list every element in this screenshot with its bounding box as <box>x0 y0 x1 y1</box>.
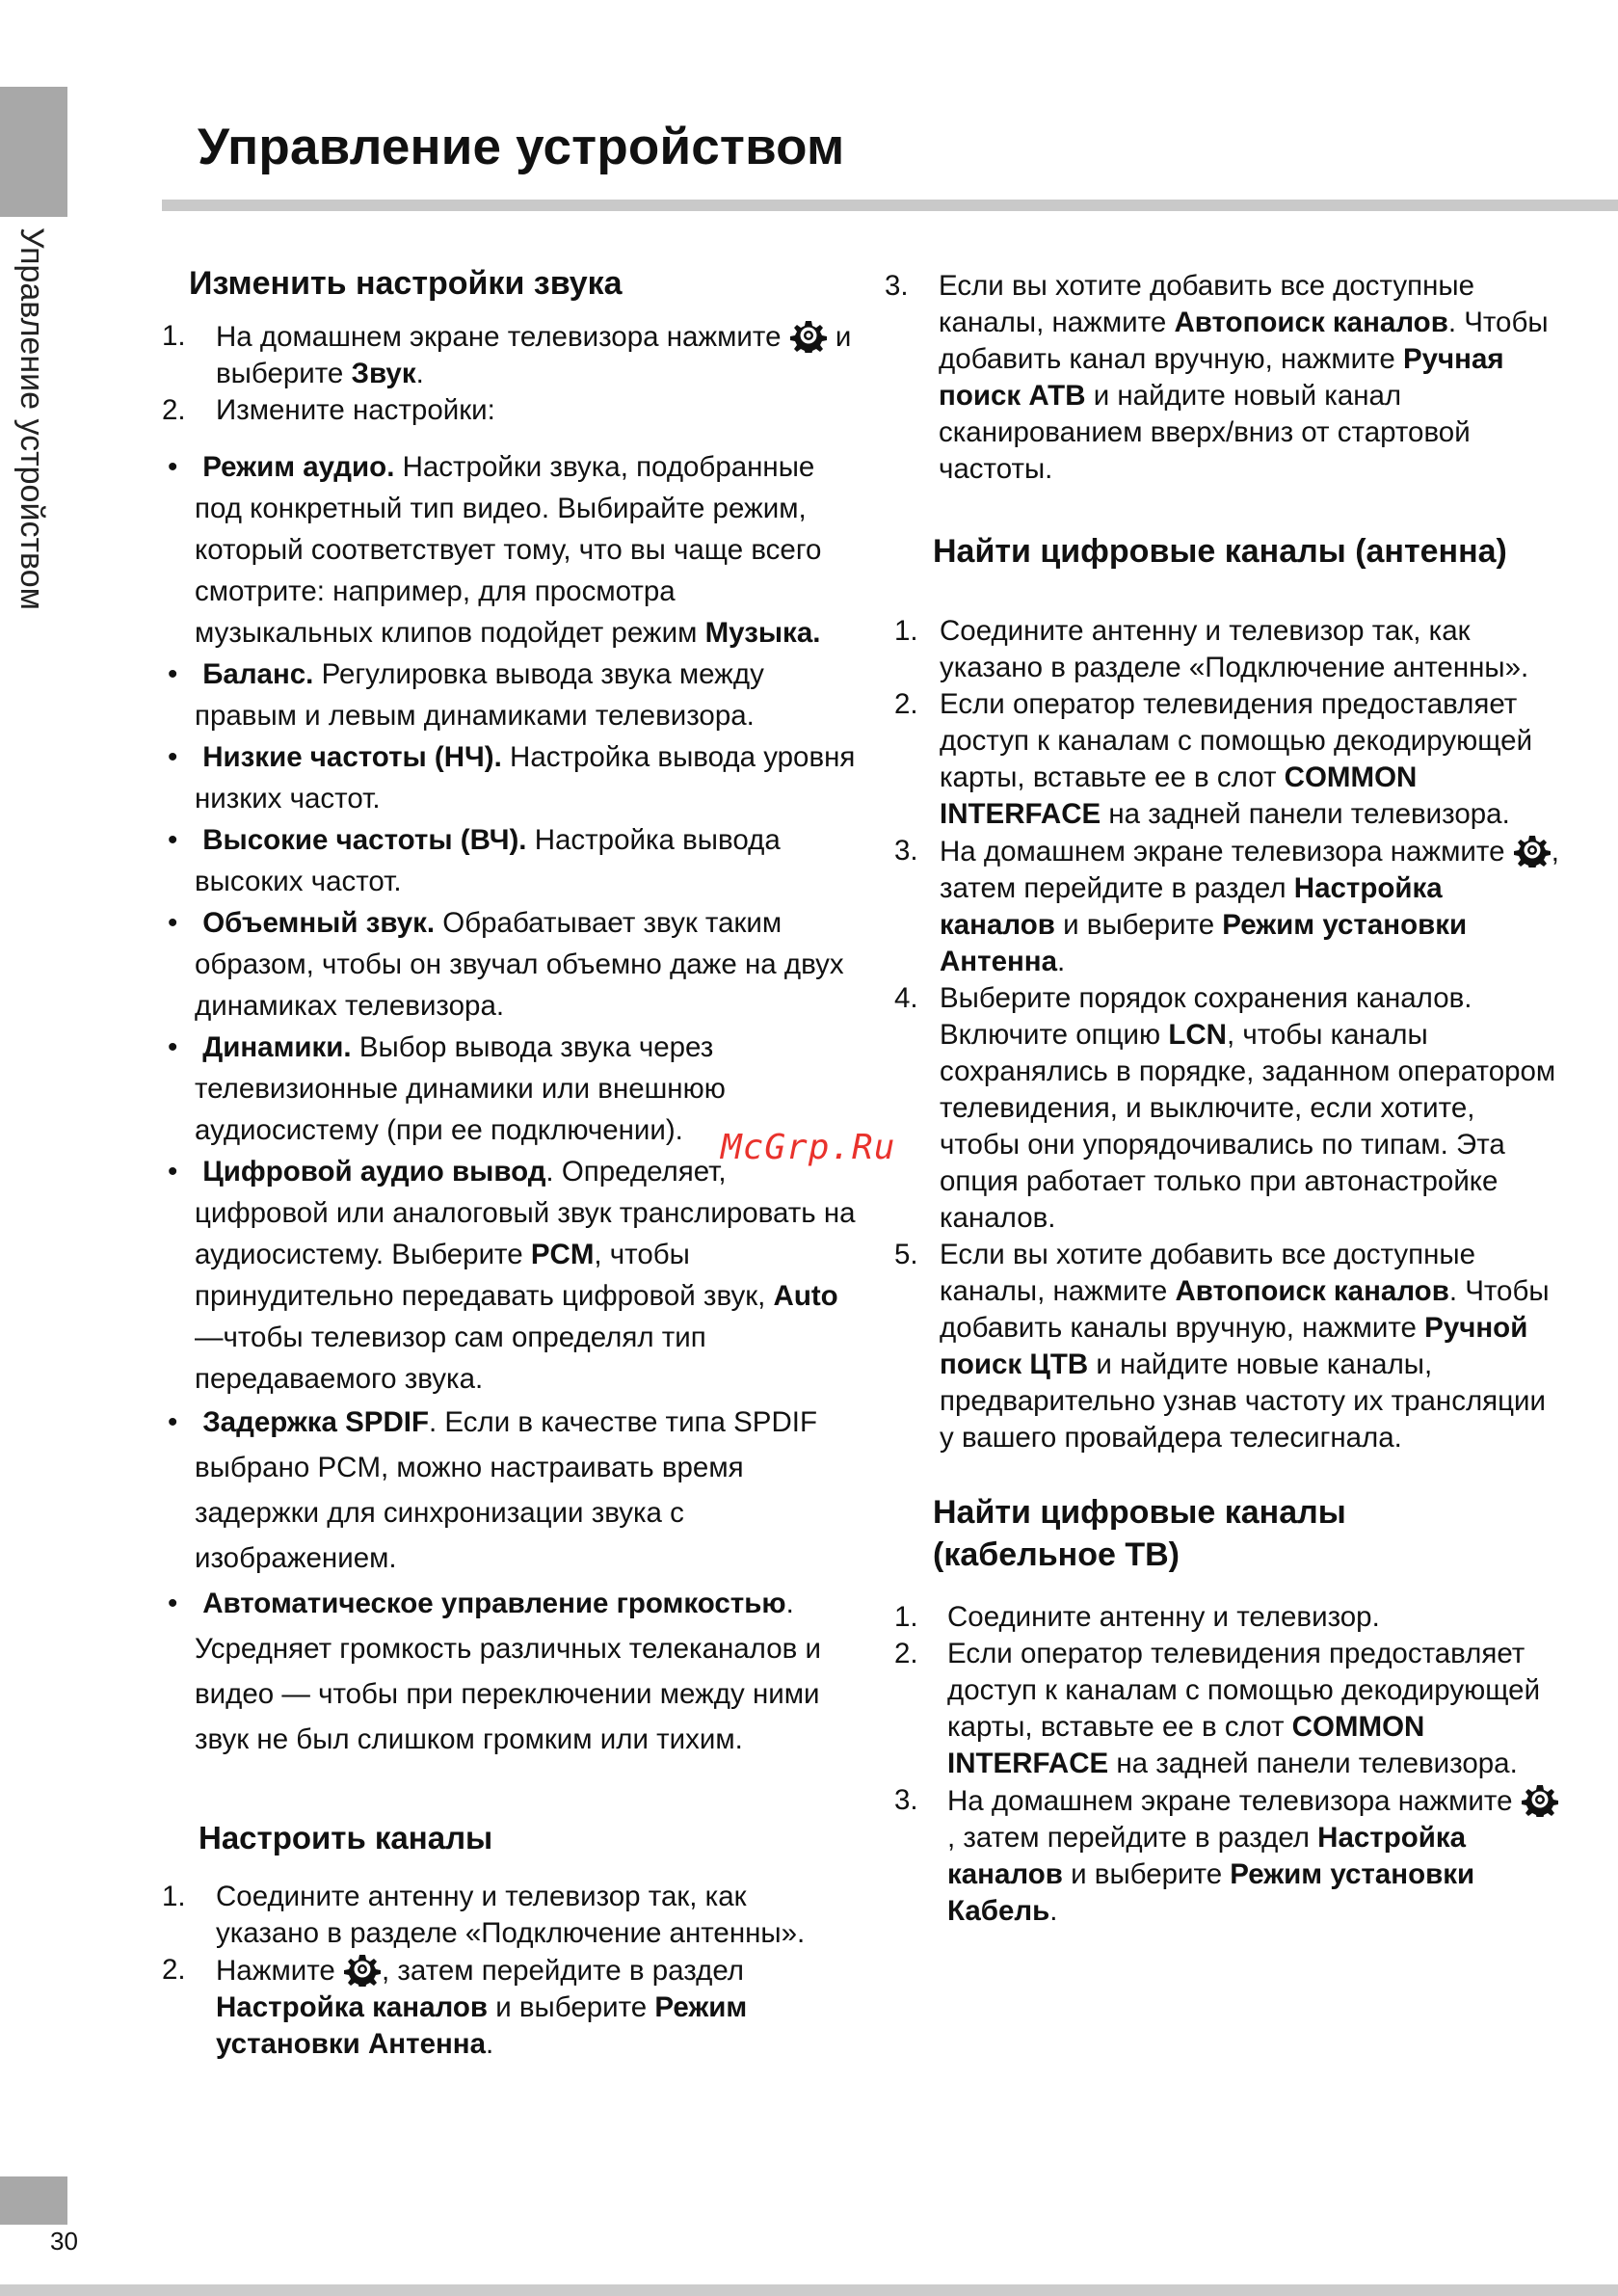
list-item: 2. Если оператор телевидения предоставляет доступ к каналам с помощью декодирующей карты, вставьте ее в слот COMMON INTERFACE на задней панели телевизора. <box>894 1638 1541 1780</box>
list-item: 2. Измените настройки: <box>162 394 495 427</box>
list-item: 3. На домашнем экране телевизора нажмите , затем перейдите в раздел Настройка каналов и выберите Режим установки Антенна. <box>894 835 1559 978</box>
list-item: 1. Соедините антенну и телевизор так, как указано в разделе «Подключение антенны». <box>894 615 1529 684</box>
list-item: 1. Соедините антенну и телевизор так, как указано в разделе «Подключение антенны». <box>162 1881 806 1950</box>
gear-icon <box>789 318 828 353</box>
list-item: 5. Если вы хотите добавить все доступные каналы, нажмите Автопоиск каналов. Чтобы добавить каналы вручную, нажмите Ручной поиск ЦТВ и найдите новые каналы, предварительно узнав частоту их трансляции у вашего провайдера телесигнала. <box>894 1239 1550 1455</box>
list-item: • Баланс. Регулировка вывода звука между правым и левым динамиками телевизора. <box>168 658 764 733</box>
digital-cable-steps <box>894 1599 1559 1930</box>
list-item: • Задержка SPDIF. Если в качестве типа SPDIF выбрано PCM, можно настраивать время задержки для синхронизации звука с изображением. <box>168 1406 817 1575</box>
list-item: • Цифровой аудио вывод. Определяет, цифровой или аналоговый звук транслировать на аудиосистему. Выберите PCM, чтобы принудительно передавать цифровой звук, Auto —чтобы телевизор сам определял тип передаваемого звука. <box>168 1156 856 1396</box>
watermark: McGrp.Ru <box>721 1128 896 1167</box>
channels-heading: Настроить каналы <box>199 1820 493 1856</box>
list-item: 2. Если оператор телевидения предоставляет доступ к каналам с помощью декодирующей карты, вставьте ее в слот COMMON INTERFACE на задней панели телевизора. <box>894 688 1533 831</box>
list-item: 1. Соедините антенну и телевизор. <box>894 1601 1380 1634</box>
sound-settings-list <box>168 446 856 1762</box>
list-item: 2. Нажмите , затем перейдите в раздел Настройка каналов и выберите Режим установки Антенна. <box>162 1954 748 2061</box>
sound-steps <box>162 318 856 429</box>
title-rule <box>162 200 1618 211</box>
gear-icon <box>1513 833 1552 868</box>
list-item: • Высокие частоты (ВЧ). Настройка вывода высоких частот. <box>168 824 781 898</box>
digital-cable-heading: Найти цифровые каналы (кабельное ТВ) <box>933 1494 1346 1574</box>
left-column <box>162 262 856 2063</box>
bottom-rule <box>0 2284 1618 2296</box>
list-item: 1. На домашнем экране телевизора нажмите и выберите Звук. <box>162 320 852 390</box>
sound-heading: Изменить настройки звука <box>189 265 623 302</box>
right-column <box>885 268 1559 1930</box>
page-number-tab <box>0 2176 67 2225</box>
list-item: 3. На домашнем экране телевизора нажмите , затем перейдите в раздел Настройка каналов и выберите Режим установки Кабель. <box>894 1782 1559 1930</box>
list-item: • Режим аудио. Настройки звука, подобранные под конкретный тип видео. Выбирайте режим, который соответствует тому, что вы чаще всего смотрите: например, для просмотра музыкальных клипов подойдет режим Музыка. <box>168 451 822 650</box>
list-item: • Объемный звук. Обрабатывает звук таким образом, чтобы он звучал объемно даже на двух динамиках телевизора. <box>168 907 844 1023</box>
page-number: 30 <box>50 2227 78 2256</box>
side-tab-marker <box>0 87 67 217</box>
list-item: • Динамики. Выбор вывода звука через телевизионные динамики или внешнюю аудиосистему (при ее подключении). <box>168 1031 726 1147</box>
list-item: • Низкие частоты (НЧ). Настройка вывода уровня низких частот. <box>168 741 856 815</box>
channels-steps-continued <box>885 268 1559 488</box>
side-section-label: Управление устройством <box>13 227 50 610</box>
page-title: Управление устройством <box>198 119 845 175</box>
gear-icon <box>343 1952 382 1987</box>
digital-antenna-heading: Найти цифровые каналы (антенна) <box>933 533 1507 570</box>
list-item: • Автоматическое управление громкостью. Усредняет громкость различных телеканалов и видео — чтобы при переключении между ними звук не был слишком громким или тихим. <box>168 1588 821 1756</box>
channels-steps <box>162 1879 856 2063</box>
list-item: 4. Выберите порядок сохранения каналов. Включите опцию LCN, чтобы каналы сохранялись в порядке, заданном оператором телевидения, и выключите, если хотите, чтобы они упорядочивались по типам. Эта опция работает только при автонастройке каналов. <box>894 982 1556 1235</box>
digital-antenna-steps <box>894 613 1559 1456</box>
gear-icon <box>1521 1782 1559 1817</box>
list-item: 3. Если вы хотите добавить все доступные каналы, нажмите Автопоиск каналов. Чтобы добавить канал вручную, нажмите Ручная поиск АТВ и найдите новый канал сканированием вверх/вниз от стартовой частоты. <box>885 270 1549 485</box>
